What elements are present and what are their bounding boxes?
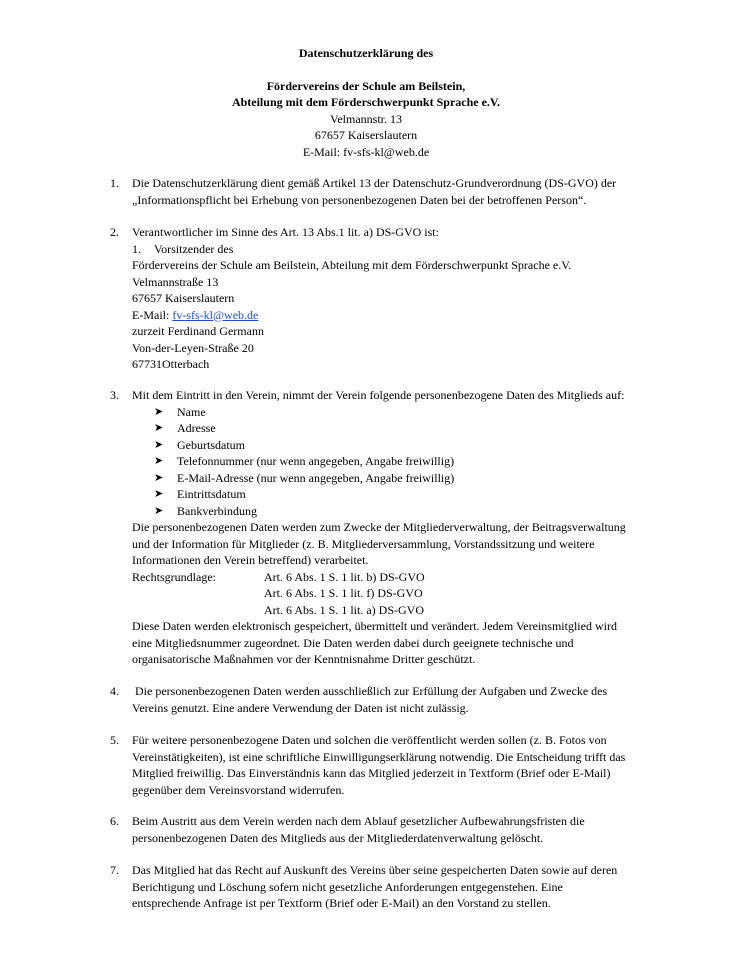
controller-email	[132, 307, 652, 324]
list-item: ➤ Bankverbindung	[154, 503, 257, 518]
section-text-line: eine Mitgliedsnummer zugeordnet. Die Daten werden dabei durch geeignete technische und	[132, 635, 574, 650]
section-text-line: Diese Daten werden elektronisch gespeichert, übermittelt und verändert. Jedem Vereinsmitglied wird	[132, 619, 617, 633]
controller-city: 67657 Kaiserslautern	[132, 291, 235, 305]
list-item: ➤ Adresse	[154, 421, 216, 435]
list-item: ➤ Geburtsdatum	[154, 437, 245, 452]
list-item: ➤ Telefonnummer (nur wenn angegeben, Angabe freiwillig)	[154, 454, 455, 468]
section-text-line: Für weitere personenbezogene Daten und solchen die veröffentlicht werden sollen (z. B. Fotos von	[132, 733, 607, 747]
arrow-bullet-icon: ➤	[154, 488, 164, 500]
section-number: 7.	[110, 863, 119, 877]
arrow-bullet-icon: ➤	[154, 422, 164, 434]
section-number: 2.	[110, 225, 119, 239]
section-text-line: Das Mitglied hat das Recht auf Auskunft des Vereins über seine gespeicherten Daten sowie auf deren	[132, 863, 618, 877]
legal-basis-value: Art. 6 Abs. 1 S. 1 lit. a) DS-GVO	[264, 602, 425, 617]
org-email: E-Mail: fv-sfs-kl@web.de	[302, 144, 430, 159]
person-street: Von-der-Leyen-Straße 20	[132, 340, 254, 355]
sub-number: 1.	[132, 241, 141, 256]
section-text-line: Die personenbezogenen Daten werden ausschließlich zur Erfüllung der Aufgaben und Zwecke des	[132, 684, 608, 698]
section-number: 4.	[110, 684, 119, 698]
section-text-line: Berichtigung und Löschung sofern nicht gesetzliche Anforderungen entgegenstehen. Eine	[132, 879, 563, 894]
section-text-line: Mit dem Eintritt in den Verein, nimmt der Verein folgende personenbezogene Daten des Mitglieds auf:	[132, 388, 625, 402]
section-text-line: Mitglied freiwillig. Das Einverständnis kann das Mitglied jederzeit in Textform (Brief oder E-Mail)	[132, 766, 611, 780]
document-title: Datenschutzerklärung des	[298, 46, 434, 60]
org-city: 67657 Kaiserslautern	[314, 128, 418, 142]
section-text-line: Vereins genutzt. Eine andere Verwendung der Daten ist nicht zulässig.	[132, 700, 469, 715]
list-item: ➤ E-Mail-Adresse (nur wenn angegeben, Angabe freiwillig)	[154, 470, 455, 485]
email-label: E-Mail:	[132, 307, 173, 322]
section-text-line: „Informationspflicht bei Erhebung von personenbezogenen Daten bei der betroffenen Person“.	[132, 192, 587, 207]
person-city: 67731Otterbach	[132, 357, 210, 371]
document-header	[0, 45, 732, 160]
section-text-line: organisatorische Maßnahmen vor der Kenntnisnahme Dritter geschützt.	[132, 652, 476, 666]
arrow-bullet-icon: ➤	[154, 405, 164, 418]
controller-street: Velmannstraße 13	[132, 274, 219, 289]
arrow-bullet-icon: ➤	[154, 504, 164, 517]
section-text-line: Verantwortlicher im Sinne des Art. 13 Abs.1 lit. a) DS-GVO ist:	[132, 225, 439, 239]
org-name-line-2: Abteilung mit dem Förderschwerpunkt Sprache e.V.	[231, 95, 501, 109]
section-text-line: Vereinstätigkeiten), ist eine schriftliche Einwilligungserklärung notwendig. Die Entscheidung trifft das	[132, 749, 626, 764]
section-text-line: Informationen den Verein betreffend) verarbeitet.	[132, 553, 369, 567]
list-item: ➤ Name	[154, 404, 206, 419]
section-text-line: Beim Austritt aus dem Verein werden nach dem Ablauf gesetzlicher Aufbewahrungsfristen die	[132, 814, 585, 828]
section-text-line: und der Information für Mitglieder (z. B. Mitgliederversammlung, Vorstandssitzung und weitere	[132, 536, 595, 551]
arrow-bullet-icon: ➤	[154, 438, 164, 451]
section-text-line: personenbezogenen Daten des Mitglieds aus der Mitgliederdatenverwaltung gelöscht.	[132, 830, 544, 845]
legal-basis-label: Rechtsgrundlage:	[132, 569, 216, 584]
section-number: 6.	[110, 814, 119, 828]
legal-basis-row	[132, 602, 652, 619]
list-item: ➤ Eintrittsdatum	[154, 487, 246, 501]
section-text-line: gegenüber dem Vereinsvorstand widerrufen.	[132, 782, 345, 797]
legal-basis-row	[132, 585, 652, 602]
org-name-line-1: Fördervereins der Schule am Beilstein,	[266, 78, 466, 93]
controller-role	[132, 241, 652, 258]
legal-basis-value: Art. 6 Abs. 1 S. 1 lit. f) DS-GVO	[264, 586, 423, 600]
section-number: 1.	[110, 176, 119, 190]
section-text-line: Die personenbezogenen Daten werden zum Zwecke der Mitgliederverwaltung, der Beitragsverwaltung	[132, 520, 626, 534]
controller-org: Fördervereins der Schule am Beilstein, Abteilung mit dem Förderschwerpunkt Sprache e.V.	[132, 258, 572, 272]
email-link[interactable]: fv-sfs-kl@web.de	[172, 307, 259, 322]
section-number: 3.	[110, 388, 119, 402]
section-text-line: Die Datenschutzerklärung dient gemäß Artikel 13 der Datenschutz-Grundverordnung (DS-GVO) der	[132, 176, 617, 190]
arrow-bullet-icon: ➤	[154, 471, 164, 484]
legal-basis-row	[132, 569, 652, 586]
section-number: 5.	[110, 733, 119, 747]
controller-person: zurzeit Ferdinand Germann	[132, 324, 264, 338]
legal-basis-value: Art. 6 Abs. 1 S. 1 lit. b) DS-GVO	[264, 569, 425, 584]
controller-role-label: Vorsitzender des	[154, 241, 234, 256]
arrow-bullet-icon: ➤	[154, 455, 164, 467]
org-street: Velmannstr. 13	[330, 111, 402, 126]
section-text-line: entsprechende Anfrage ist per Textform (Brief oder E-Mail) an den Vorstand zu stellen.	[132, 896, 551, 910]
